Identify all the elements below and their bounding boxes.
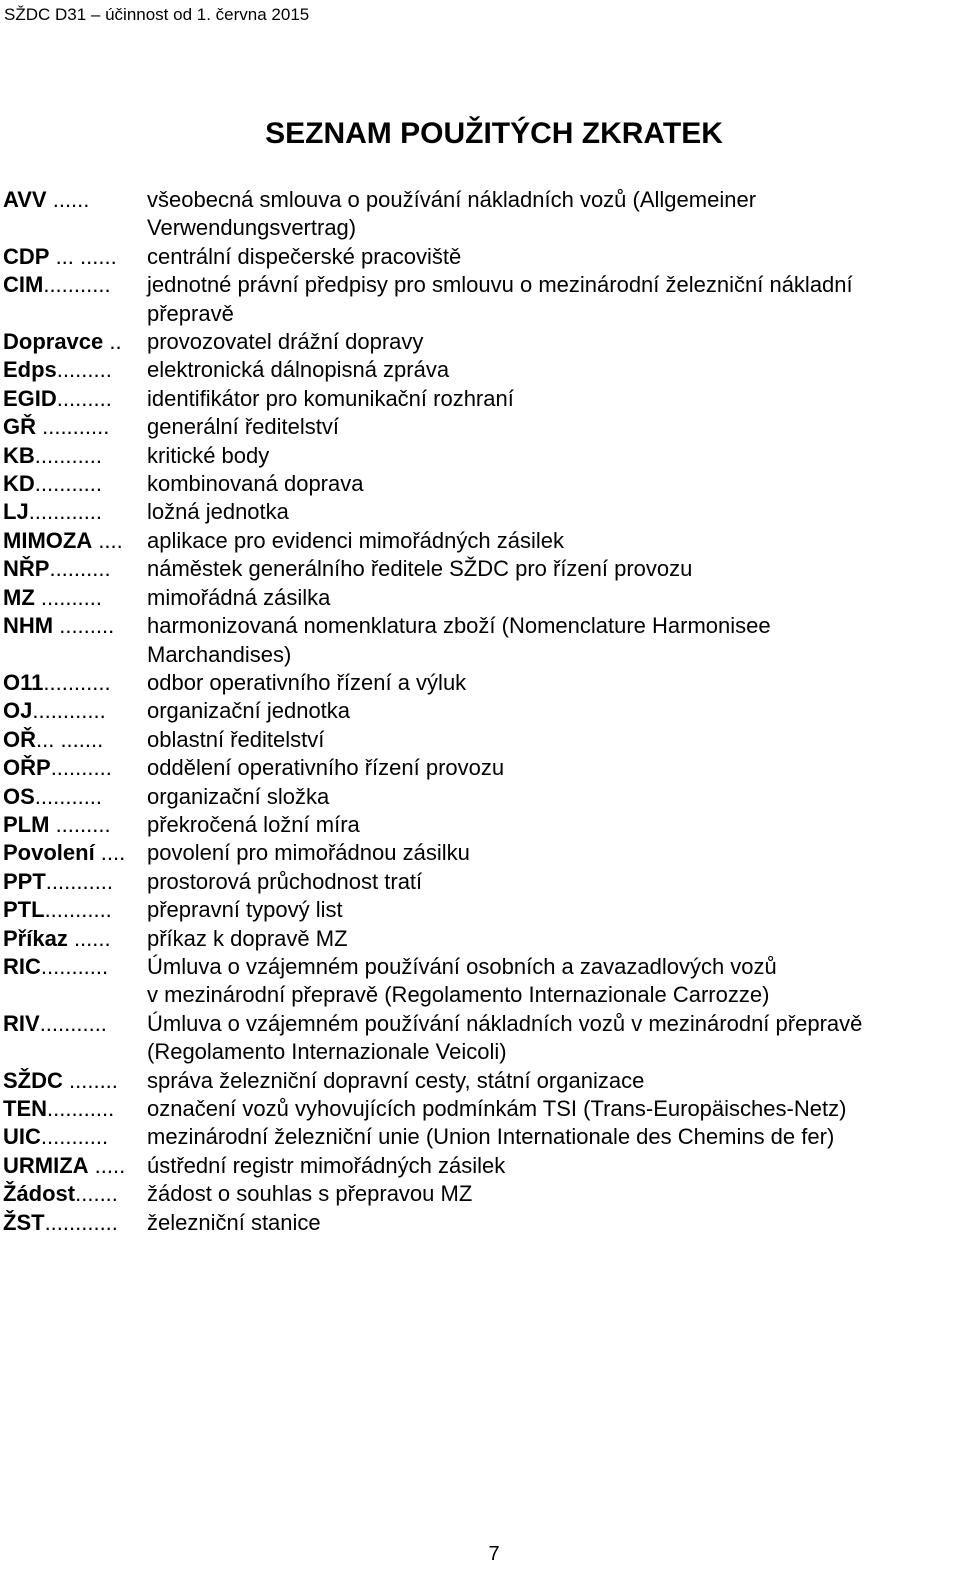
- definition-line: odbor operativního řízení a výluk: [147, 669, 467, 695]
- abbreviation-term: [3, 1095, 114, 1123]
- abbreviation-code: Žádost: [3, 1181, 76, 1207]
- abbreviation-definition: [3, 925, 957, 953]
- abbreviation-term: [3, 726, 103, 754]
- definition-line: generální ředitelství: [147, 414, 339, 440]
- dot-leader: ..........: [49, 556, 111, 582]
- abbreviation-term: [3, 925, 111, 953]
- abbreviation-term: [3, 555, 111, 583]
- definition-line: náměstek generálního ředitele SŽDC pro řízení provozu: [147, 556, 693, 582]
- abbreviation-code: KB: [3, 442, 35, 468]
- dot-leader: ............: [28, 499, 103, 525]
- dot-leader: ............: [44, 1209, 118, 1235]
- abbreviation-code: NŘP: [3, 556, 50, 582]
- definition-line: přepravní typový list: [147, 897, 343, 923]
- dot-leader: ...........: [40, 1124, 109, 1150]
- dot-leader: ...........: [36, 414, 110, 440]
- dot-leader: ........: [62, 1067, 118, 1093]
- dot-leader: ...........: [47, 1096, 115, 1121]
- abbreviation-code: UIC: [3, 1124, 41, 1150]
- abbreviation-term: [3, 243, 117, 271]
- abbreviation-code: MZ: [3, 584, 35, 610]
- abbreviation-definition: [3, 1209, 957, 1237]
- abbreviation-term: [3, 186, 89, 214]
- definition-line: provozovatel drážní dopravy: [147, 329, 424, 355]
- abbreviation-entry: [3, 811, 957, 839]
- definition-line: všeobecná smlouva o používání nákladních vozů (Allgemeiner: [147, 187, 757, 212]
- abbreviation-code: LJ: [3, 499, 29, 525]
- abbreviation-entry: [3, 271, 957, 328]
- abbreviation-entry: [3, 1010, 957, 1067]
- abbreviation-code: Edps: [3, 357, 57, 383]
- abbreviation-entry: [3, 186, 957, 243]
- abbreviation-entry: [3, 896, 957, 924]
- definition-line: harmonizovaná nomenklatura zboží (Nomenclature Harmonisee: [147, 613, 771, 639]
- abbreviation-entry: [3, 783, 957, 811]
- abbreviation-code: EGID: [3, 385, 57, 411]
- abbreviation-code: OS: [3, 783, 35, 809]
- abbreviation-entry: [3, 1067, 957, 1095]
- abbreviation-term: [3, 1180, 118, 1208]
- abbreviation-term: [3, 470, 102, 498]
- abbreviation-list: [3, 186, 957, 1237]
- abbreviation-term: [3, 754, 112, 782]
- dot-leader: ... ......: [49, 243, 117, 269]
- abbreviation-definition: [3, 555, 957, 583]
- abbreviation-code: OJ: [3, 698, 33, 724]
- abbreviation-code: O11: [3, 669, 44, 695]
- definition-line: oddělení operativního řízení provozu: [147, 755, 505, 781]
- abbreviation-definition: [3, 413, 957, 441]
- dot-leader: ..........: [50, 755, 112, 781]
- abbreviation-entry: [3, 925, 957, 953]
- abbreviation-term: [3, 868, 113, 896]
- definition-line: identifikátor pro komunikační rozhraní: [147, 385, 514, 411]
- definition-line: organizační jednotka: [147, 698, 351, 724]
- abbreviation-term: [3, 385, 112, 413]
- abbreviation-definition: [3, 1152, 957, 1180]
- definition-line: organizační složka: [147, 783, 330, 809]
- abbreviation-code: CIM: [3, 272, 44, 298]
- abbreviation-entry: [3, 1180, 957, 1208]
- dot-leader: ...........: [43, 272, 111, 298]
- dot-leader: ...........: [39, 1010, 107, 1036]
- definition-line: správa železniční dopravní cesty, státní organizace: [147, 1067, 645, 1093]
- abbreviation-definition: [3, 1180, 957, 1208]
- definition-line: Verwendungsvertrag): [147, 215, 357, 241]
- abbreviation-definition: [3, 868, 957, 896]
- abbreviation-entry: [3, 1123, 957, 1151]
- abbreviation-definition: [3, 328, 957, 356]
- definition-line: kritické body: [147, 442, 270, 468]
- dot-leader: .........: [56, 385, 112, 411]
- dot-leader: .....: [88, 1152, 126, 1178]
- abbreviation-entry: [3, 669, 957, 697]
- abbreviation-definition: [3, 243, 957, 271]
- dot-leader: ... .......: [36, 726, 104, 752]
- abbreviation-code: TEN: [3, 1096, 47, 1121]
- abbreviation-term: [3, 271, 111, 299]
- abbreviation-definition: [3, 356, 957, 384]
- abbreviation-entry: [3, 1209, 957, 1237]
- abbreviation-entry: [3, 868, 957, 896]
- dot-leader: ............: [32, 698, 106, 724]
- abbreviation-definition: [3, 697, 957, 725]
- abbreviation-definition: [3, 385, 957, 413]
- abbreviation-code: PLM: [3, 811, 50, 837]
- abbreviation-definition: [3, 1123, 957, 1151]
- abbreviation-definition: [3, 527, 957, 555]
- dot-leader: .........: [53, 613, 115, 639]
- definition-line: příkaz k dopravě MZ: [147, 925, 348, 951]
- dot-leader: ......: [67, 925, 111, 951]
- definition-line: aplikace pro evidenci mimořádných zásilek: [147, 527, 564, 553]
- dot-leader: ...........: [34, 442, 103, 468]
- abbreviation-term: [3, 498, 102, 526]
- abbreviation-definition: [3, 584, 957, 612]
- definition-line: označení vozů vyhovujících podmínkám TSI (Trans-Europäisches-Netz): [147, 1096, 847, 1121]
- abbreviation-definition: [3, 669, 957, 697]
- abbreviation-code: PPT: [3, 868, 46, 894]
- abbreviation-definition: [3, 754, 957, 782]
- abbreviation-entry: [3, 584, 957, 612]
- definition-line: překročená ložní míra: [147, 811, 360, 837]
- definition-line: centrální dispečerské pracoviště: [147, 243, 462, 269]
- abbreviation-code: URMIZA: [3, 1152, 89, 1178]
- abbreviation-definition: [3, 442, 957, 470]
- dot-leader: .......: [75, 1181, 118, 1207]
- abbreviation-definition: [3, 1095, 957, 1123]
- abbreviation-code: KD: [3, 471, 35, 497]
- abbreviation-entry: [3, 754, 957, 782]
- abbreviation-term: [3, 584, 102, 612]
- abbreviation-definition: [3, 1067, 957, 1095]
- abbreviation-code: OŘP: [3, 755, 51, 781]
- abbreviation-entry: [3, 1152, 957, 1180]
- abbreviation-code: Dopravce: [3, 329, 104, 355]
- abbreviation-code: NHM: [3, 613, 54, 639]
- abbreviation-entry: [3, 697, 957, 725]
- abbreviation-term: [3, 328, 122, 356]
- abbreviation-term: [3, 697, 106, 725]
- abbreviation-entry: [3, 470, 957, 498]
- abbreviation-term: [3, 896, 112, 924]
- abbreviation-entry: [3, 1095, 957, 1123]
- abbreviation-definition: [3, 783, 957, 811]
- abbreviation-code: SŽDC: [3, 1067, 63, 1093]
- abbreviation-code: MIMOZA: [3, 527, 93, 553]
- dot-leader: .........: [49, 811, 111, 837]
- definition-line: přepravě: [147, 300, 234, 326]
- dot-leader: ....: [94, 840, 126, 866]
- definition-line: povolení pro mimořádnou zásilku: [147, 840, 470, 866]
- abbreviation-definition: [3, 953, 957, 1010]
- abbreviation-entry: [3, 498, 957, 526]
- abbreviation-term: [3, 1209, 118, 1237]
- definition-line: kombinovaná doprava: [147, 471, 364, 497]
- abbreviation-definition: [3, 470, 957, 498]
- definition-line: Marchandises): [147, 641, 292, 667]
- dot-leader: ...........: [45, 868, 114, 894]
- page-header: SŽDC D31 – účinnost od 1. června 2015: [4, 5, 310, 24]
- abbreviation-term: [3, 669, 111, 697]
- dot-leader: ....: [92, 527, 123, 553]
- definition-line: prostorová průchodnost tratí: [147, 868, 423, 894]
- abbreviation-code: RIC: [3, 953, 41, 979]
- page-number: 7: [488, 1543, 500, 1565]
- abbreviation-code: OŘ: [3, 726, 36, 752]
- abbreviation-definition: [3, 811, 957, 839]
- abbreviation-term: [3, 783, 102, 811]
- abbreviation-term: [3, 1123, 108, 1151]
- dot-leader: ......: [46, 187, 90, 212]
- abbreviation-code: AVV: [3, 187, 47, 212]
- abbreviation-entry: [3, 442, 957, 470]
- abbreviation-entry: [3, 953, 957, 1010]
- abbreviation-entry: [3, 527, 957, 555]
- abbreviation-entry: [3, 726, 957, 754]
- abbreviation-entry: [3, 839, 957, 867]
- abbreviation-entry: [3, 413, 957, 441]
- abbreviation-code: GŘ: [3, 414, 36, 440]
- dot-leader: ..: [103, 329, 122, 355]
- abbreviation-term: [3, 442, 102, 470]
- definition-line: v mezinárodní přepravě (Regolamento Internazionale Carrozze): [147, 982, 770, 1008]
- page-title: SEZNAM POUŽITÝCH ZKRATEK: [265, 117, 723, 150]
- abbreviation-definition: [3, 896, 957, 924]
- definition-line: oblastní ředitelství: [147, 726, 325, 752]
- dot-leader: ..........: [34, 584, 103, 610]
- abbreviation-entry: [3, 356, 957, 384]
- dot-leader: ...........: [40, 953, 109, 979]
- abbreviation-term: [3, 1152, 125, 1180]
- abbreviation-definition: [3, 271, 957, 328]
- dot-leader: .........: [56, 357, 112, 383]
- definition-line: železniční stanice: [147, 1209, 321, 1235]
- definition-line: Úmluva o vzájemném používání osobních a zavazadlových vozů: [147, 953, 777, 979]
- definition-line: ložná jednotka: [147, 499, 289, 525]
- abbreviation-code: RIV: [3, 1010, 40, 1036]
- abbreviation-definition: [3, 498, 957, 526]
- abbreviation-definition: [3, 726, 957, 754]
- definition-line: jednotné právní předpisy pro smlouvu o mezinárodní železniční nákladní: [147, 272, 853, 298]
- abbreviation-definition: [3, 186, 957, 243]
- definition-line: mimořádná zásilka: [147, 584, 331, 610]
- abbreviation-term: [3, 811, 111, 839]
- dot-leader: ...........: [43, 669, 111, 695]
- abbreviation-code: Příkaz: [3, 925, 68, 951]
- abbreviation-term: [3, 839, 125, 867]
- abbreviation-entry: [3, 328, 957, 356]
- abbreviation-term: [3, 527, 123, 555]
- abbreviation-term: [3, 1010, 107, 1038]
- abbreviation-term: [3, 413, 109, 441]
- dot-leader: ...........: [34, 783, 103, 809]
- abbreviation-term: [3, 953, 108, 981]
- abbreviation-definition: [3, 839, 957, 867]
- abbreviation-term: [3, 356, 112, 384]
- abbreviation-code: CDP: [3, 243, 50, 269]
- abbreviation-entry: [3, 243, 957, 271]
- abbreviation-code: PTL: [3, 897, 45, 923]
- definition-line: ústřední registr mimořádných zásilek: [147, 1152, 506, 1178]
- dot-leader: ...........: [34, 471, 103, 497]
- definition-line: (Regolamento Internazionale Veicoli): [147, 1039, 507, 1065]
- definition-line: mezinárodní železniční unie (Union Internationale des Chemins de fer): [147, 1124, 835, 1150]
- abbreviation-entry: [3, 385, 957, 413]
- definition-line: elektronická dálnopisná zpráva: [147, 357, 450, 383]
- abbreviation-entry: [3, 612, 957, 669]
- definition-line: žádost o souhlas s přepravou MZ: [147, 1181, 473, 1207]
- abbreviation-entry: [3, 555, 957, 583]
- abbreviation-term: [3, 612, 114, 640]
- abbreviation-code: Povolení: [3, 840, 95, 866]
- dot-leader: ...........: [44, 897, 112, 923]
- abbreviation-definition: [3, 1010, 957, 1067]
- abbreviation-definition: [3, 612, 957, 669]
- abbreviation-code: ŽST: [3, 1209, 45, 1235]
- abbreviation-term: [3, 1067, 118, 1095]
- definition-line: Úmluva o vzájemném používání nákladních vozů v mezinárodní přepravě: [147, 1010, 863, 1036]
